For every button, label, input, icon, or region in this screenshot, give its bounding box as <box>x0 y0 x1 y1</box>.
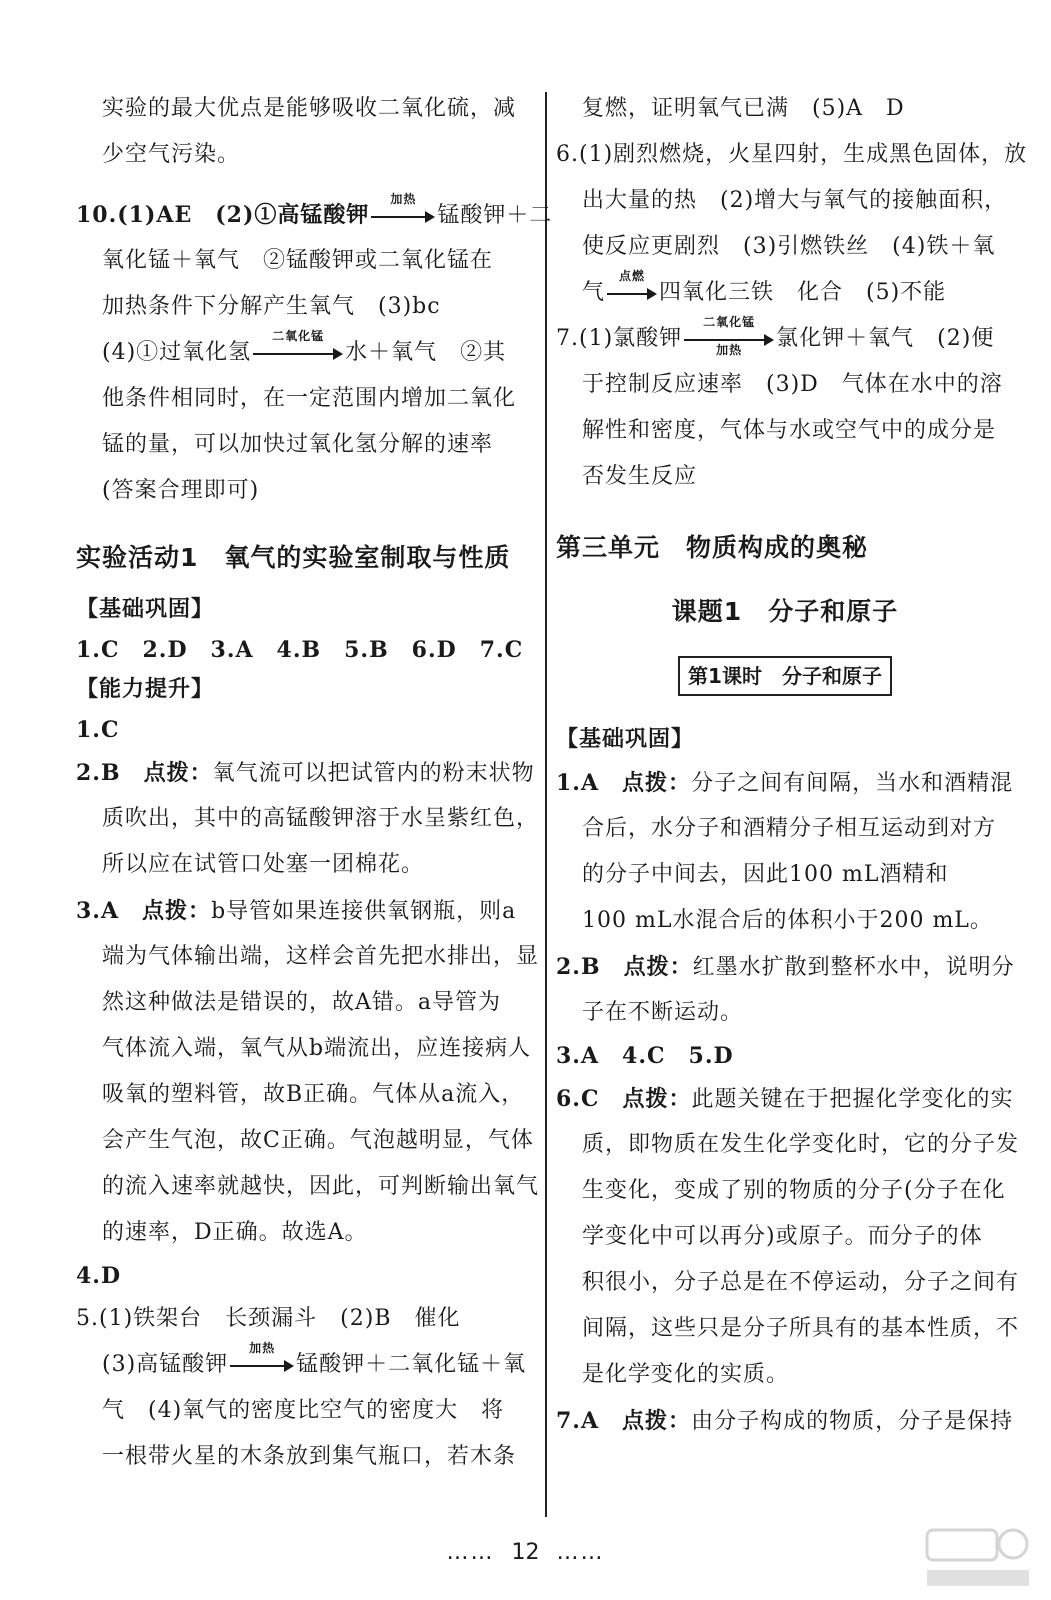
answer-number: 3.A <box>76 898 143 924</box>
answer-5-line-1: 5.(1)铁架台 长颈漏斗 (2)B 催化 <box>76 1306 461 1331</box>
reaction-condition: 点燃 <box>619 269 646 283</box>
text-segment: 氧气流可以把试管内的粉末状物 <box>212 761 535 786</box>
text-segment: 分子之间有间隔，当水和酒精混 <box>691 771 1014 796</box>
answer-number: 7.A <box>556 1408 623 1434</box>
hint-label: 点拨： <box>622 1409 692 1434</box>
footer-dots-right: …… <box>556 1540 605 1565</box>
reaction-condition-bottom: 加热 <box>716 343 743 357</box>
text-line: (答案合理即可) <box>102 478 260 503</box>
hint-label: 点拨： <box>142 899 212 924</box>
ability-header: 【能力提升】 <box>76 677 215 702</box>
text-segment: 气 <box>582 280 606 305</box>
text-line: 使反应更剧烈 (3)引燃铁丝 (4)铁＋氧 <box>582 234 996 259</box>
hint-label: 点拨： <box>622 771 692 796</box>
answer-number: 6.C <box>556 1086 623 1112</box>
page-number: 12 <box>511 1540 540 1565</box>
text-line: 间隔，这些只是分子所具有的基本性质，不 <box>582 1316 1020 1341</box>
text-line: 加热条件下分解产生氧气 (3)bc <box>102 294 441 319</box>
reaction-arrow <box>607 269 657 303</box>
text-line: 然这种做法是错误的，故A错。a导管为 <box>102 990 502 1015</box>
text-line: 复燃，证明氧气已满 (5)A D <box>582 96 905 121</box>
watermark-logo <box>923 1522 1033 1592</box>
text-line: 的速率，D正确。故选A。 <box>102 1220 368 1245</box>
reaction-arrow <box>371 192 435 226</box>
text-segment: (4)①过氧化氢 <box>102 340 252 365</box>
footer-dots-left: …… <box>446 1540 495 1565</box>
text-line: 生变化，变成了别的物质的分子(分子在化 <box>582 1178 1006 1203</box>
text-line: 实验的最大优点是能够吸收二氧化硫，减 <box>102 96 517 121</box>
b2-line-1 <box>556 944 1014 990</box>
lesson-box-wrap <box>556 644 1014 714</box>
left-column <box>76 86 553 1480</box>
text-segment: 7.(1)氯酸钾 <box>556 326 683 351</box>
basic-header: 【基础巩固】 <box>76 597 215 622</box>
hint-label: 点拨： <box>622 1087 692 1112</box>
answer-number: 2.B <box>556 954 624 980</box>
reaction-condition: 加热 <box>249 1341 276 1355</box>
hint-label: 点拨： <box>143 761 213 786</box>
text-line: 是化学变化的实质。 <box>582 1362 790 1387</box>
text-line: 端为气体输出端，这样会首先把水排出，显 <box>102 944 540 969</box>
question-10-line-1 <box>76 192 553 238</box>
text-line: 积很小，分子总是在不停运动，分子之间有 <box>582 1270 1020 1295</box>
reaction-arrow <box>253 329 343 363</box>
text-line: 学变化中可以再分)或原子。而分子的体 <box>582 1224 983 1249</box>
reaction-condition-top: 二氧化锰 <box>703 315 756 329</box>
text-line: 出大量的热 (2)增大与氧气的接触面积， <box>582 188 1008 213</box>
reaction-arrow <box>230 1341 294 1375</box>
text-line: 解性和密度，气体与水或空气中的成分是 <box>582 418 997 443</box>
answer-4: 4.D <box>76 1263 122 1289</box>
unit-title: 第三单元 物质构成的奥秘 <box>556 533 869 562</box>
text-segment: (3)高锰酸钾 <box>102 1352 229 1377</box>
text-line: 合后，水分子和酒精分子相互运动到对方 <box>582 816 997 841</box>
section-title: 实验活动1 氧气的实验室制取与性质 <box>76 543 511 572</box>
answer-number: 2.B <box>76 760 144 786</box>
question-7-line-1 <box>556 316 1014 362</box>
text-line: 所以应在试管口处塞一团棉花。 <box>102 852 425 877</box>
b1-line-1 <box>556 760 1014 806</box>
text-line: 锰的量，可以加快过氧化氢分解的速率 <box>102 432 494 457</box>
text-line: 会产生气泡，故C正确。气泡越明显，气体 <box>102 1128 534 1153</box>
answer-number: 1.A <box>556 770 623 796</box>
text-line: 质吹出，其中的高锰酸钾溶于水呈紫红色， <box>102 806 540 831</box>
text-line: 6.(1)剧烈燃烧，火星四射，生成黑色固体，放 <box>556 142 1028 167</box>
reaction-arrow <box>684 315 774 357</box>
text-line: 吸氧的塑料管，故B正确。气体从a流入， <box>102 1082 525 1107</box>
text-line: 气 (4)氧气的密度比空气的密度大 将 <box>102 1398 505 1423</box>
text-line: 子在不断运动。 <box>582 1000 744 1025</box>
question-10-line-4 <box>76 330 536 376</box>
answer-2-line-1 <box>76 750 536 796</box>
page-footer <box>0 1540 1051 1565</box>
basic-header: 【基础巩固】 <box>556 727 695 752</box>
text-line: 的流入速率就越快，因此，可判断输出氧气 <box>102 1174 540 1199</box>
text-line: 少空气污染。 <box>102 142 241 167</box>
text-line: 否发生反应 <box>582 464 698 489</box>
text-segment: 此题关键在于把握化学变化的实 <box>691 1087 1014 1112</box>
b6-line-1 <box>556 1076 1014 1122</box>
text-segment: 水＋氧气 ②其 <box>345 340 507 365</box>
text-line: 气体流入端，氧气从b端流出，应连接病人 <box>102 1036 532 1061</box>
text-line: 的分子中间去，因此100 mL酒精和 <box>582 862 949 887</box>
text-segment: 锰酸钾＋二 <box>437 203 553 228</box>
text-line: 100 mL水混合后的体积小于200 mL。 <box>582 908 993 933</box>
answer-3-line-1 <box>76 888 536 934</box>
text-segment: 锰酸钾＋二氧化锰＋氧 <box>296 1352 527 1377</box>
reaction-condition: 二氧化锰 <box>272 329 325 343</box>
answer-1: 1.C <box>76 717 120 743</box>
text-line: 他条件相同时，在一定范围内增加二氧化 <box>102 386 517 411</box>
text-segment: 氯化钾＋氧气 (2)便 <box>776 326 995 351</box>
text-line: 氧化锰＋氧气 ②锰酸钾或二氧化锰在 <box>102 248 494 273</box>
hint-label: 点拨： <box>623 955 693 980</box>
text-line: 于控制反应速率 (3)D 气体在水中的溶 <box>582 372 1003 397</box>
answers-3-5: 3.A 4.C 5.D <box>556 1043 734 1069</box>
lesson-box: 第1课时 分子和原子 <box>678 656 892 696</box>
text-segment: b导管如果连接供氧钢瓶，则a <box>211 899 517 924</box>
b7-line-1 <box>556 1398 1014 1444</box>
right-column <box>556 86 1028 1444</box>
text-segment: 10.(1)AE (2)①高锰酸钾 <box>76 202 370 228</box>
text-segment: 由分子构成的物质，分子是保持 <box>691 1409 1014 1434</box>
column-divider <box>545 92 547 1517</box>
text-segment: 四氧化三铁 化合 (5)不能 <box>659 280 947 305</box>
reaction-condition: 加热 <box>390 192 417 206</box>
question-6-line-4 <box>556 270 1014 316</box>
answer-5-line-2 <box>76 1342 536 1388</box>
text-line: 质，即物质在发生化学变化时，它的分子发 <box>582 1132 1020 1157</box>
text-line: 一根带火星的木条放到集气瓶口，若木条 <box>102 1444 517 1469</box>
basic-answers: 1.C 2.D 3.A 4.B 5.B 6.D 7.C <box>76 637 524 663</box>
topic-title: 课题1 分子和原子 <box>671 597 899 626</box>
text-segment: 红墨水扩散到整杯水中，说明分 <box>692 955 1015 980</box>
